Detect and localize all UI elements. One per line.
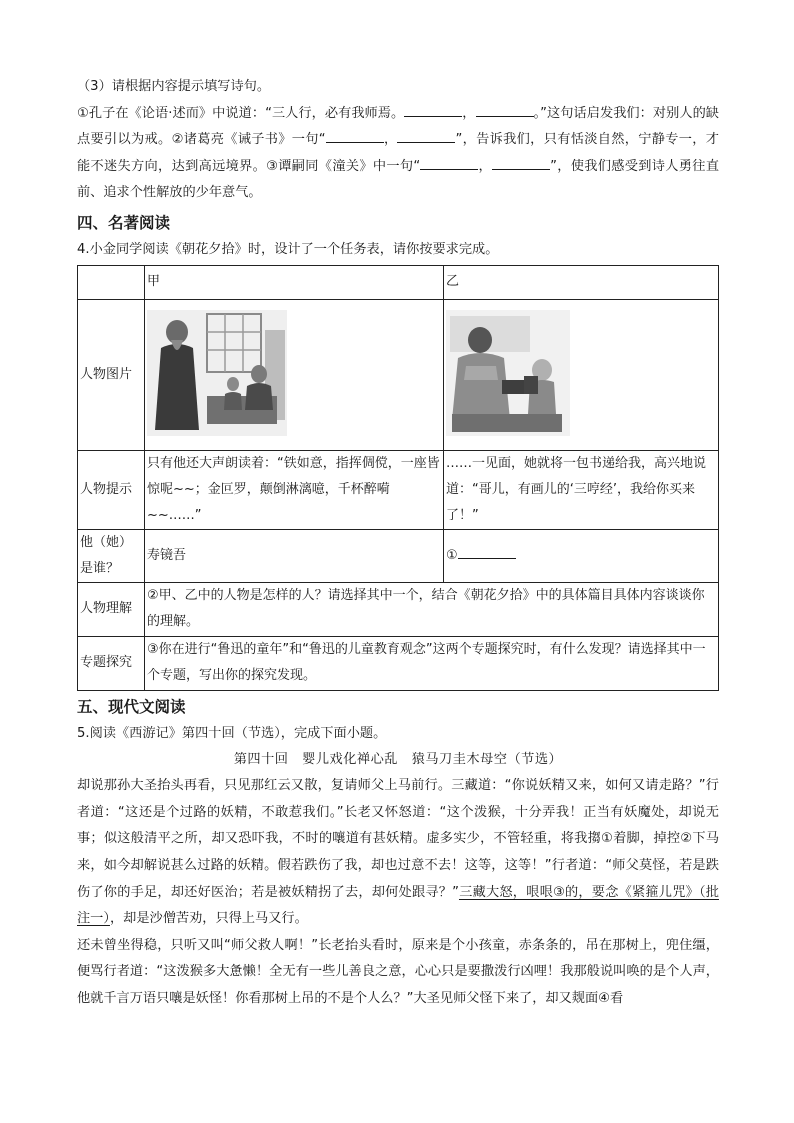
answer-blank[interactable] — [476, 102, 534, 117]
q3-paragraph: ①孔子在《论语·述而》中说道：“三人行，必有我师焉。 ， 。”这句话启发我们：对别人的缺点要引以为戒。②诸葛亮《诫子书》一句“ ， ”，告诉我们，只有恬淡自然，宁静专一，才能不迷失方向，达到高远境界。③谭嗣同《潼关》中一句“ ， ”，使我们感受到诗人勇往直前、追求个性解放的少年意气。 — [77, 101, 719, 207]
annotated-sentence: 三藏大怒，哏哏③的，要念《紧箍儿咒》（批注一） — [77, 884, 719, 927]
row-label-picture: 人物图片 — [78, 299, 145, 450]
row-label-hint: 人物提示 — [78, 450, 145, 529]
hint-yi: ……一见面，她就将一包书递给我，高兴地说道：“哥儿，有画儿的‘三哼经’，我给你买来了！” — [444, 450, 719, 529]
answer-blank[interactable] — [492, 155, 550, 170]
explore-text: ③你在进行“鲁迅的童年”和“鲁迅的儿童教育观念”这两个专题探究时，有什么发现？请选择其中一个专题，写出你的探究发现。 — [145, 636, 719, 690]
q4-intro: 4.小金同学阅读《朝花夕拾》时，设计了一个任务表，请你按要求完成。 — [77, 241, 499, 257]
task-table — [77, 265, 719, 691]
q5-intro: 5.阅读《西游记》第四十回（节选），完成下面小题。 — [77, 725, 387, 741]
row-label-understand: 人物理解 — [78, 582, 145, 636]
table-corner — [78, 265, 145, 299]
answer-blank[interactable] — [326, 128, 384, 143]
who-yi: ① — [444, 529, 719, 582]
row-label-explore: 专题探究 — [78, 636, 145, 690]
answer-blank[interactable] — [397, 128, 455, 143]
header-yi: 乙 — [444, 265, 719, 299]
page-content — [77, 74, 719, 1013]
hint-jia: 只有他还大声朗读着：“铁如意，指挥倜傥，一座皆惊呢~~；金叵罗，颠倒淋漓噫，千杯醉嗬~~……” — [145, 450, 444, 529]
header-jia: 甲 — [145, 265, 444, 299]
q3-heading: （3）请根据内容提示填写诗句。 — [77, 79, 271, 94]
picture-yi — [444, 299, 719, 450]
chapter-title: 第四十回 婴儿戏化禅心乱 猿马刀圭木母空（节选） — [233, 752, 563, 768]
teacher-student-illustration — [147, 310, 287, 436]
answer-blank[interactable] — [420, 155, 478, 170]
passage-paragraph-1: 却说那孙大圣抬头再看，只见那红云又散，复请师父上马前行。三藏道：“你说妖精又来，如何又请走路？”行者道：“这还是个过路的妖精，不敢惹我们。”长老又怀怒道：“这个泼猴，十分弄我！正当有妖魔处，却说无事；似这般清平之所，却又恐吓我，不时的嚷道有甚妖精。虚多实少，不管轻重，将我搊①着脚，掉控②下马来，如今却解说甚么过路的妖精。假若跌伤了我，却也过意不去！这等，这等！”行者道：“师父莫怪，若是跌伤了你的手足，却还好医治；若是被妖精拐了去，却何处跟寻？”三藏大怒，哏哏③的，要念《紧箍儿咒》（批注一），却是沙僧苦劝，只得上马又行。 — [77, 778, 719, 927]
passage-paragraph-2: 还未曾坐得稳，只听又叫“师父救人啊！”长老抬头看时，原来是个小孩童，赤条条的，吊在那树上，兜住缰，便骂行者道：“这泼猴多大惫懒！全无有一些儿善良之意，心心只是要撒泼行凶哩！我那般说叫唤的是个人声，他就千言万语只嚷是妖怪！你看那树上吊的不是个人么？”大圣见师父怪下来了，却又觌面④看 — [77, 937, 719, 1006]
answer-blank[interactable] — [458, 544, 516, 559]
section-heading-5: 五、现代文阅读 — [77, 697, 186, 716]
understand-text: ②甲、乙中的人物是怎样的人？请选择其中一个，结合《朝花夕拾》中的具体篇目具体内容谈谈你的理解。 — [145, 582, 719, 636]
picture-jia — [145, 299, 444, 450]
answer-blank[interactable] — [404, 102, 462, 117]
who-jia: 寿镜吾 — [145, 529, 444, 582]
section-heading-4: 四、名著阅读 — [77, 213, 171, 232]
row-label-who: 他（她）是谁？ — [78, 529, 145, 582]
changma-illustration — [446, 310, 570, 436]
